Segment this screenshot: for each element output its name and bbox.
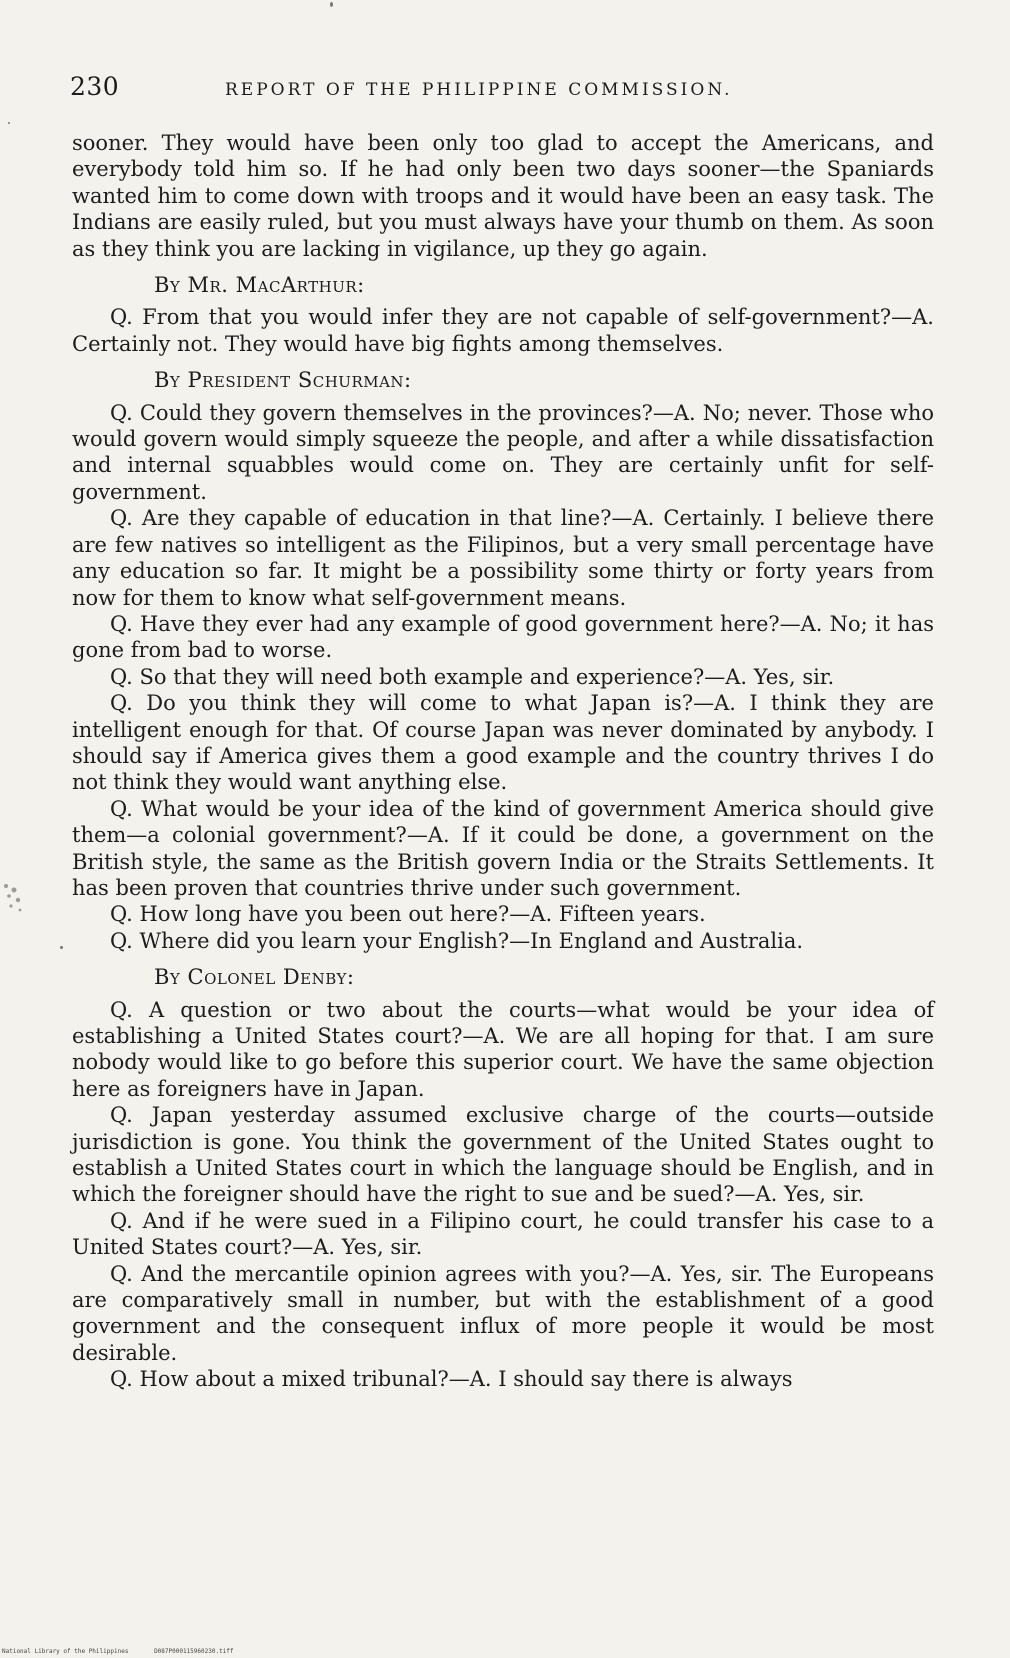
qa-paragraph: Q. Do you think they will come to what Japan is?—A. I think they are intelligent enough for that. Of course Japan was never dominated by anybody. I should say if America gives them a good example and the country thrives I do not think they would want anything else. <box>72 691 934 795</box>
page-number: 230 <box>70 72 120 101</box>
qa-paragraph: Q. How long have you been out here?—A. Fifteen years. <box>110 902 706 927</box>
qa-paragraph: Q. A question or two about the courts—what would be your idea of establishing a United States court?—A. We are all hoping for that. I am sure nobody would like to go before this superior court. We have the same objection here as foreigners have in Japan. <box>72 997 934 1101</box>
scan-speck <box>8 122 10 124</box>
scan-blemish-icon <box>0 880 28 914</box>
footer-file: D087P000115960230.tiff <box>154 1648 234 1655</box>
speaker-heading: By Mr. MacArthur: <box>154 273 365 298</box>
qa-paragraph: Q. Where did you learn your English?—In England and Australia. <box>110 928 804 953</box>
footer-library: National Library of the Philippines <box>2 1648 129 1655</box>
qa-paragraph: Q. Japan yesterday assumed exclusive charge of the courts—outside jurisdiction is gone. You think the government of the United States ought to establish a United States court in which the language should be English, and in which the foreigner should have the right to sue and be sued?—A. Yes, sir. <box>72 1103 934 1207</box>
qa-paragraph: Q. Are they capable of education in that line?—A. Certainly. I believe there are few natives so intelligent as the Filipinos, but a very small percentage have any education so far. It might be a possibility some thirty or forty years from now for them to know what self-government means. <box>72 506 934 610</box>
qa-paragraph: Q. How about a mixed tribunal?—A. I should say there is always <box>110 1367 793 1392</box>
qa-paragraph: Q. From that you would infer they are not capable of self-government?—A. Certainly not. They would have big fights among themselves. <box>72 305 934 356</box>
speaker-heading: By President Schurman: <box>154 368 412 393</box>
qa-paragraph: Q. And the mercantile opinion agrees with you?—A. Yes, sir. The Europeans are comparatively small in number, but with the establishment of a good government and the consequent influx of more people it would be most desirable. <box>72 1261 934 1365</box>
scan-speck <box>60 946 63 949</box>
body-text <box>72 130 934 1393</box>
paragraph: sooner. They would have been only too glad to accept the Americans, and everybody told him so. If he had only been two days sooner—the Spaniards wanted him to come down with troops and it would have been an easy task. The Indians are easily ruled, but you must always have your thumb on them. As soon as they think you are lacking in vigilance, up they go again. <box>72 131 934 261</box>
qa-paragraph: Q. Could they govern themselves in the provinces?—A. No; never. Those who would govern would simply squeeze the people, and after a while dissatisfaction and internal squabbles would come on. They are certainly unfit for self-government. <box>72 400 934 504</box>
page-header <box>70 72 930 112</box>
qa-paragraph: Q. Have they ever had any example of good government here?—A. No; it has gone from bad to worse. <box>72 611 934 663</box>
running-head: REPORT OF THE PHILIPPINE COMMISSION. <box>225 80 733 100</box>
scan-footer <box>2 1648 256 1655</box>
scan-speck <box>330 2 333 7</box>
qa-paragraph: Q. So that they will need both example and experience?—A. Yes, sir. <box>110 664 835 689</box>
qa-paragraph: Q. And if he were sued in a Filipino court, he could transfer his case to a United States court?—A. Yes, sir. <box>72 1208 934 1260</box>
speaker-heading: By Colonel Denby: <box>154 965 355 990</box>
qa-paragraph: Q. What would be your idea of the kind of government America should give them—a colonial government?—A. If it could be done, a government on the British style, the same as the British govern India or the Straits Settlements. It has been proven that countries thrive under such government. <box>72 796 934 900</box>
